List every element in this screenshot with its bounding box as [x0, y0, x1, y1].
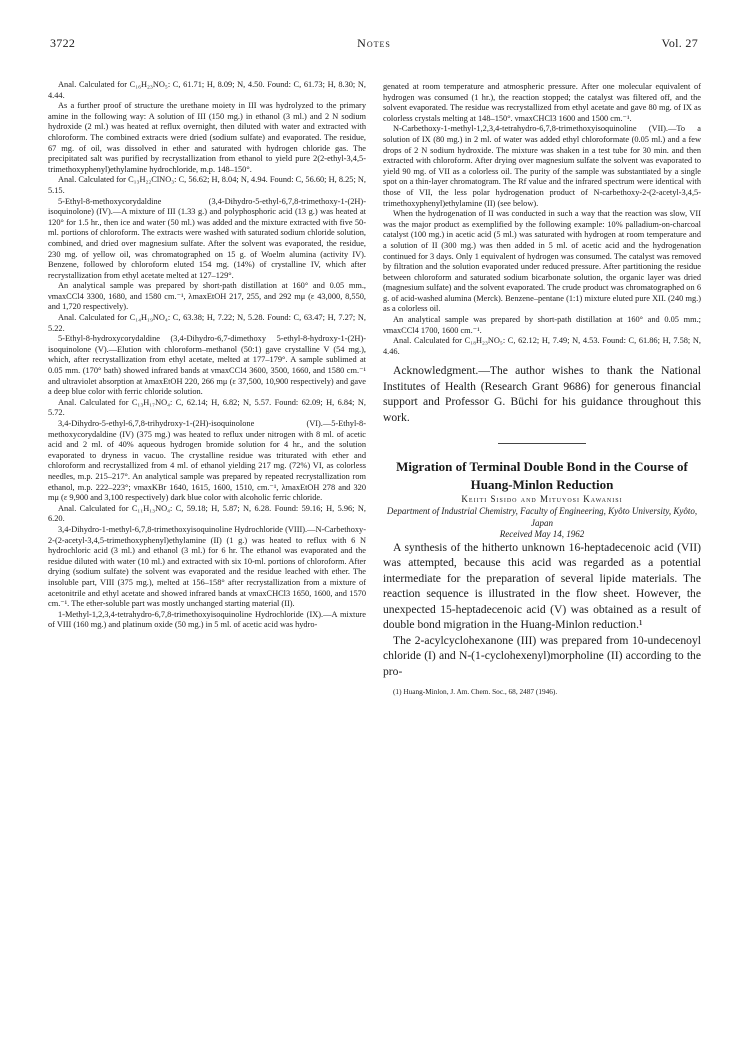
paragraph: When the hydrogenation of II was conducted in such a way that the reaction was slow, VII was the major product as exemplified by the following example: 10% palladium-on-charcoal catalyst (100 mg.) in acetic acid (5 ml.) was saturated with hydrogen at room temperature and a solution of II (300 mg.) was then added in 5 ml. of acetic acid and the hydrogenation continued for 3 days. Only 1 equivalent of hydrogen was consumed. The catalyst was removed by filtration and the solution evaporated under reduced pressure. After partitioning the residue between chloroform and saturated sodium bicarbonate solution, the organic layer was dried (magnesium sulfate) and the solvent evaporated. The crude product was chromatographed on 6 g. of acid-washed alumina (Merck). Benzene–pentane (1:1) mixture eluted pure XII. (240 mg.) as a colorless oil. [383, 209, 701, 314]
article-title: Migration of Terminal Double Bond in the Course of Huang-Minlon Reduction [396, 459, 688, 493]
page-number: 3722 [50, 36, 76, 50]
paragraph: As a further proof of structure the urethane moiety in III was hydrolyzed to the primary amine in the following way: A solution of III (150 mg.) in ethanol (3 ml.) and 2 N sodium hydroxide (2 ml.) was heated at reflux overnight, then diluted with water and extracted with chloroform. The combined extracts were dried (sodium sulfate) and evaporated. The residue, 67 mg. of oil, was dissolved in ether and saturated with hydrogen chloride gas. The precipitated salt was purified by recrystallization from ethanol to yield pure 2(2-ethyl-3,4,5-trimethoxyphenyl)ethylamine hydrochloride, m.p. 148–150°. [48, 101, 366, 174]
article-paragraph: The 2-acylcyclohexanone (III) was prepared from 10-undecenoyl chloride (I) and N-(1-cyclohexenyl)morpholine (II) according to the pro- [383, 633, 701, 678]
running-head: Notes [357, 36, 391, 50]
paragraph: N-Carbethoxy-1-methyl-1,2,3,4-tetrahydro-6,7,8-trimethoxyisoquinoline (VII).—To a solution of IX (80 mg.) in 2 ml. of water was added ethyl chloroformate (0.05 ml.) and a few drops of 2 N sodium hydroxide. The mixture was shaken in a test tube for 30 min. and then extracted with chloroform. After drying over magnesium sulfate the solvent was evaporated to yield 90 mg. of VII as a colorless oil. The purity of the sample was substantiated by a single spot on a thin-layer chromatogram. The Rf value and the infrared spectrum were identical with those of VII, the less polar hydrogenation product of N-carbethoxy-2-(2-acetyl-3,4,5-trimethoxyphenyl)ethylamine (II) (see below). [383, 124, 701, 208]
paragraph: 1-Methyl-1,2,3,4-tetrahydro-6,7,8-trimethoxyisoquinoline Hydrochloride (IX).—A mixture of VIII (160 mg.) and platinum oxide (50 mg.) in 5 ml. of acetic acid was hydro- [48, 609, 366, 630]
right-column [383, 82, 701, 696]
left-column [48, 80, 366, 631]
paragraph: Anal. Calculated for C₁₃H₂₂ClNO₃: C, 56.62; H, 8.04; N, 4.94. Found: C, 56.60; H, 8.25; N, 5.15. [48, 175, 366, 195]
acknowledgment: Acknowledgment.—The author wishes to thank the National Institutes of Health (Research Grant 9686) for generous financial support and Professor G. Büchi for his guidance throughout this work. [383, 364, 701, 424]
paragraph: 3,4-Dihydro-1-methyl-6,7,8-trimethoxyisoquinoline Hydrochloride (VIII).—N-Carbethoxy-2-(2-acetyl-3,4,5-trimethoxyphenyl)ethylamine (II) (1 g.) was heated to reflux with 6 N hydrochloric acid (3 ml.) and ethanol (3 ml.) for 6 hr. The ethanol was evaporated and the residue diluted with water (10 ml.) and extracted with six 10-ml. portions of chloroform. After drying (sodium sulfate) the solvent was evaporated and the residue leached with ether. The insoluble part, VIII (375 mg.), melted at 156–158° after recrystallization from a mixture of acetonitrile and ethyl acetate and showed infrared bands at νmaxCHCl3 1650, 1600, and 1570 cm.⁻¹. The ether-soluble part was mostly unchanged starting material (II). [48, 524, 366, 609]
article-paragraph: A synthesis of the hitherto unknown 16-heptadecenoic acid (VII) was attempted, because this acid was regarded as a potential intermediate for the preparation of several lipide materials. The reaction sequence is illustrated in the flow sheet. However, the unexpected 15-heptadecenoic acid (V) was obtained as a result of double bond migration in the Huang-Minlon reduction.¹ [383, 540, 701, 632]
paragraph: An analytical sample was prepared by short-path distillation at 160° and 0.05 mm.; νmaxCCl4 1700, 1600 cm.⁻¹. [383, 315, 701, 335]
paragraph: 5-Ethyl-8-methoxycorydaldine (3,4-Dihydro-5-ethyl-6,7,8-trimethoxy-1-(2H)-isoquinolone) (IV).—A mixture of III (1.33 g.) and polyphosphoric acid (13 g.) was heated at 120° for 1.5 hr., then ice and water (50 ml.) was added and the mixture extracted with five 50-ml. portions of chloroform. The extracts were washed with saturated sodium chloride solution, combined, and dried over magnesium sulfate. After the solvent was evaporated, the residue, 230 mg. of yellow oil, was chromatographed on 15 g. of Woelm alumina (activity IV). Benzene, followed by chloroform eluted 154 mg. (14%) of crystalline IV, which after recrystallization from ethyl acetate melted at 127–129°. [48, 196, 366, 280]
paragraph: Anal. Calculated for C₁₄H₁₉NO₄: C, 63.38; H, 7.22; N, 5.28. Found: C, 63.47; H, 7.27; N, 5.22. [48, 313, 366, 333]
paragraph: Anal. Calculated for C₁₆H₂₃NO₅: C, 61.71; H, 8.09; N, 4.50. Found: C, 61.73; H, 8.30; N, 4.44. [48, 80, 366, 100]
section-divider [498, 443, 586, 444]
received-date: Received May 14, 1962 [499, 529, 585, 540]
article-authors: Keiiti Sisido and Mituyosi Kawanisi [461, 494, 623, 505]
article-affiliation: Department of Industrial Chemistry, Faculty of Engineering, Kyôto University, Kyôto, Japan [386, 506, 698, 529]
footnote: (1) Huang-Minlon, J. Am. Chem. Soc., 68, 2487 (1946). [393, 687, 558, 697]
paragraph: 5-Ethyl-8-hydroxycorydaldine (3,4-Dihydro-6,7-dimethoxy 5-ethyl-8-hydroxy-1-(2H)-isoquinolone (V).—Elution with chloroform–methanol (50:1) gave crystalline V (54 mg.), which, after recrystallization from ethyl acetate, melted at 177–179°. A sample sublimed at 0.05 mm. (170° bath) showed infrared bands at νmaxCCl4 3600, 3500, 1660, and 1580 cm.⁻¹ and ultraviolet absorption at λmaxEtOH 220, 266 mμ (ε 37,500, 10,900 respectively) and gave a deep blue color with ferric chloride solution. [48, 334, 366, 397]
paragraph: An analytical sample was prepared by short-path distillation at 160° and 0.05 mm., νmaxCCl4 3300, 1680, and 1580 cm.⁻¹, λmaxEtOH 217, 255, and 292 mμ (ε 43,000, 8,550, and 1,720 respectively). [48, 281, 366, 312]
volume-label: Vol. 27 [661, 36, 698, 50]
paragraph: genated at room temperature and atmospheric pressure. After one molecular equivalent of hydrogen was consumed (1 hr.), the reaction stopped; the catalyst was filtered off, and the solvent evaporated. The residue was recrystallized from ethyl acetate and gave 80 mg. of IX as colorless crystals melting at 148–150°. νmaxCHCl3 1600 and 1500 cm.⁻¹. [383, 82, 701, 123]
paragraph: Anal. Calculated for C₁₁H₁₃NO₄: C, 59.18; H, 5.87; N, 6.28. Found: 59.16; H, 5.96; N, 6.20. [48, 503, 366, 524]
paragraph: Anal. Calculated for C₁₈H₂₃NO₅: C, 62.12; H, 7.49; N, 4.53. Found: C, 61.86; H, 7.58; N, 4.46. [383, 336, 701, 356]
paragraph: Anal. Calculated for C₁₃H₁₇NO₄: C, 62.14; H, 6.82; N, 5.57. Found: 62.09; H, 6.84; N, 5.72. [48, 397, 366, 418]
paragraph: 3,4-Dihydro-5-ethyl-6,7,8-trihydroxy-1-(2H)-isoquinolone (VI).—5-Ethyl-8-methoxycorydaldine (IV) (375 mg.) was heated to reflux under nitrogen with 8 ml. of acetic acid and 2 ml. of 40% aqueous hydrogen bromide solution for 4 hr., and the solution evaporated to dryness in vacuo. The crystalline residue was triturated with ether and chloroform and recrystallized from 4 ml. of ethanol yielding 217 mg. (72%) VI, as colorless needles, m.p. 215–217°. An analytical sample was prepared by repeated recrystallization rom ethanol, m.p. 222–223°; νmaxKBr 1640, 1615, 1600, 1510, cm.⁻¹, λmaxEtOH 278 and 320 mμ (ε 9,900 and 3,100 respectively) dark blue color with alcoholic ferric chloride. [48, 419, 366, 503]
page-header [50, 36, 698, 52]
